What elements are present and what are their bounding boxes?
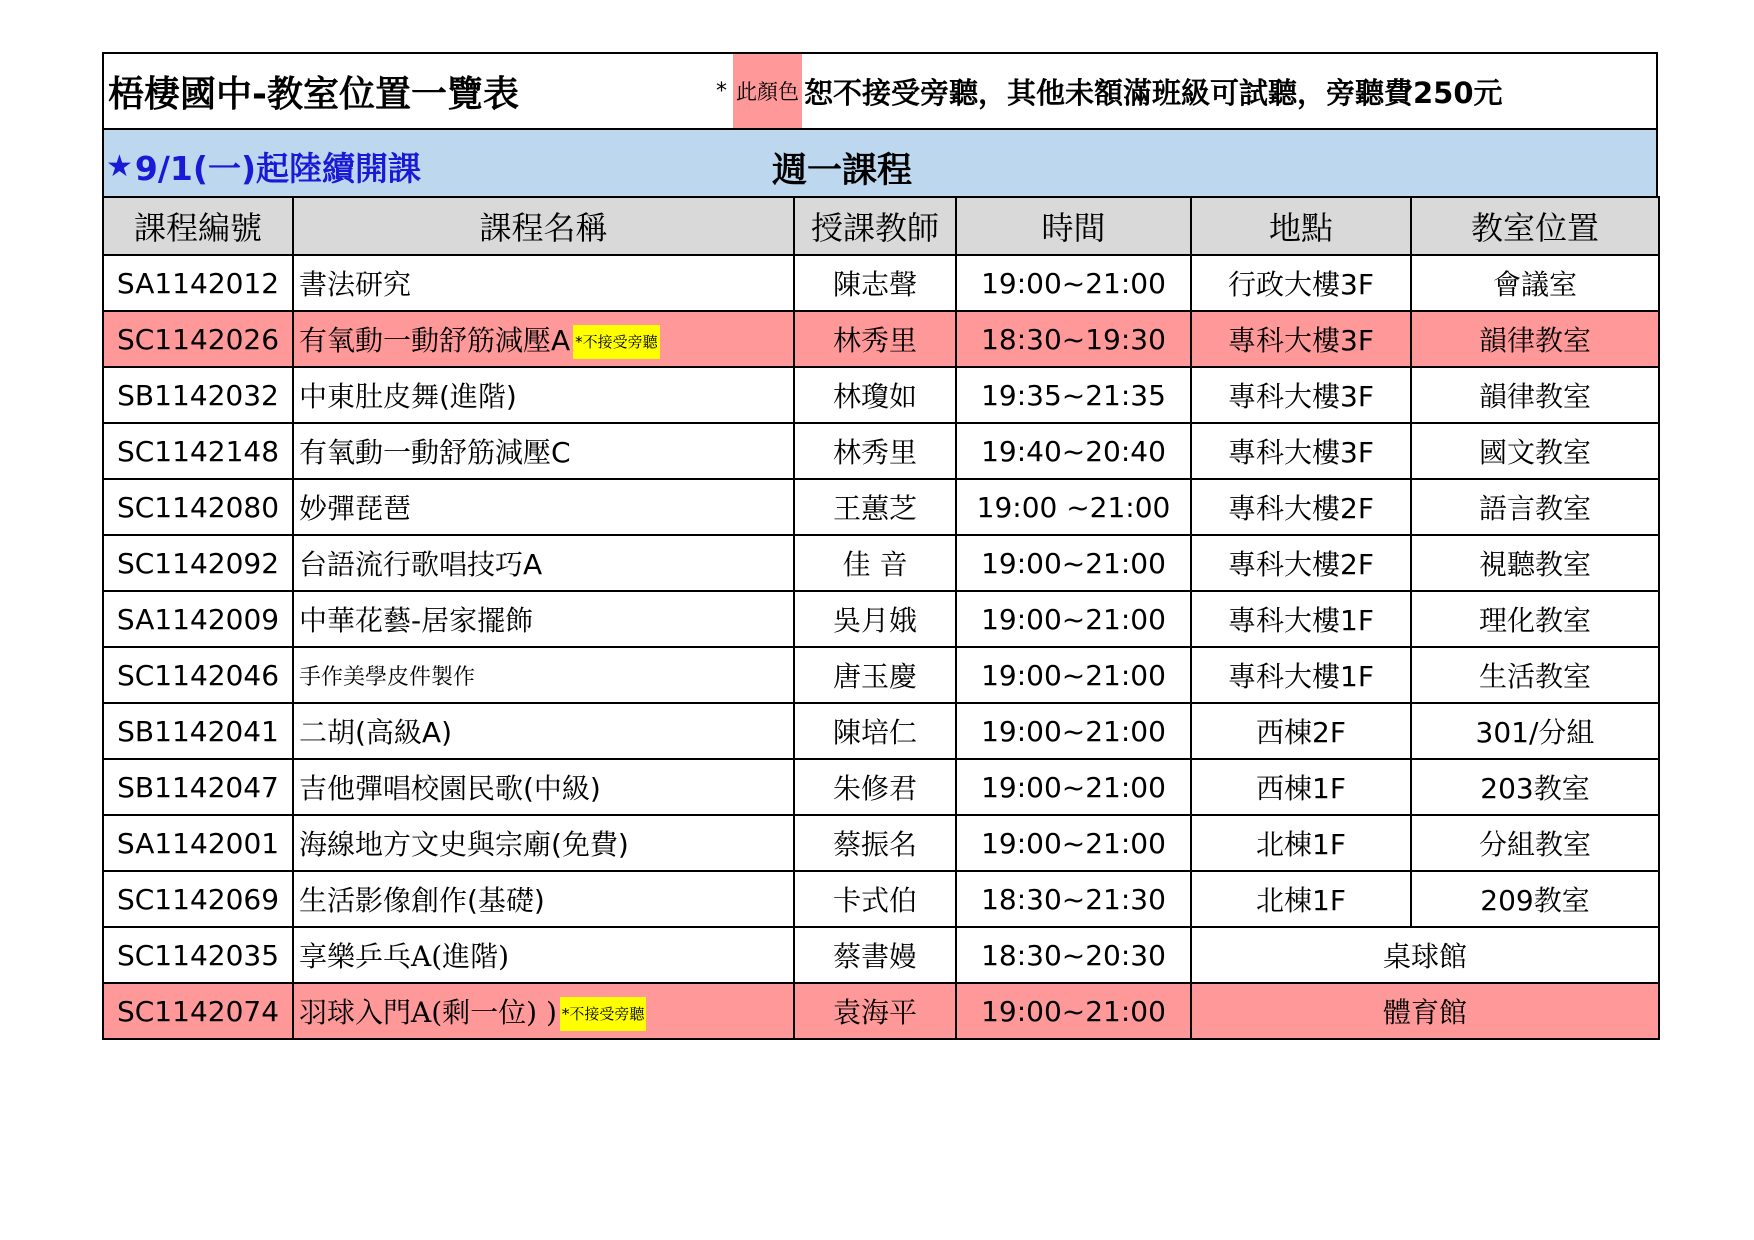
column-header-place: 地點 bbox=[1191, 197, 1411, 255]
page-title: 梧棲國中-教室位置一覽表 bbox=[108, 74, 519, 115]
table-row bbox=[103, 927, 1659, 983]
time: 19:00~21:00 bbox=[956, 591, 1191, 647]
time: 19:00 ~21:00 bbox=[956, 479, 1191, 535]
course-name: 享樂乒乓A(進階) bbox=[293, 927, 794, 983]
teacher: 林秀里 bbox=[794, 423, 956, 479]
table-row bbox=[103, 479, 1659, 535]
course-code: SA1142012 bbox=[103, 255, 293, 311]
course-name: 中華花藝-居家擺飾 bbox=[293, 591, 794, 647]
star-icon: ★ bbox=[106, 149, 133, 184]
column-header-code: 課程編號 bbox=[103, 197, 293, 255]
course-name: 有氧動一動舒筋減壓C bbox=[293, 423, 794, 479]
course-name: 中東肚皮舞(進階) bbox=[293, 367, 794, 423]
teacher: 王蕙芝 bbox=[794, 479, 956, 535]
place: 行政大樓3F bbox=[1191, 255, 1411, 311]
time: 19:35~21:35 bbox=[956, 367, 1191, 423]
day-title: 週一課程 bbox=[772, 151, 913, 191]
schedule-sheet bbox=[102, 52, 1658, 1040]
teacher: 蔡振名 bbox=[794, 815, 956, 871]
place: 專科大樓1F bbox=[1191, 647, 1411, 703]
table-row bbox=[103, 591, 1659, 647]
course-name: 書法研究 bbox=[293, 255, 794, 311]
table-row bbox=[103, 983, 1659, 1039]
time: 18:30~19:30 bbox=[956, 311, 1191, 367]
table-row bbox=[103, 255, 1659, 311]
course-table bbox=[102, 196, 1660, 1040]
course-code: SB1142032 bbox=[103, 367, 293, 423]
column-header-time: 時間 bbox=[956, 197, 1191, 255]
column-header-name: 課程名稱 bbox=[293, 197, 794, 255]
notice-rule-text: 恕不接受旁聽，其他未額滿班級可試聽，旁聽費250元 bbox=[804, 75, 1503, 110]
start-date-text: 9/1(一)起陸續開課 bbox=[134, 149, 422, 188]
course-name: 生活影像創作(基礎) bbox=[293, 871, 794, 927]
course-code: SC1142080 bbox=[103, 479, 293, 535]
room: 韻律教室 bbox=[1411, 311, 1659, 367]
time: 19:00~21:00 bbox=[956, 703, 1191, 759]
time: 18:30~20:30 bbox=[956, 927, 1191, 983]
course-name: 有氧動一動舒筋減壓A bbox=[299, 324, 571, 357]
course-name: 羽球入門A(剩一位) ) bbox=[299, 995, 557, 1029]
table-row bbox=[103, 815, 1659, 871]
course-code: SA1142001 bbox=[103, 815, 293, 871]
room: 203教室 bbox=[1411, 759, 1659, 815]
course-code: SC1142026 bbox=[103, 311, 293, 367]
place: 專科大樓3F bbox=[1191, 423, 1411, 479]
time: 19:00~21:00 bbox=[956, 255, 1191, 311]
column-header-teacher: 授課教師 bbox=[794, 197, 956, 255]
table-row bbox=[103, 871, 1659, 927]
teacher: 唐玉慶 bbox=[794, 647, 956, 703]
place: 西棟1F bbox=[1191, 759, 1411, 815]
subheader-row bbox=[102, 128, 1658, 196]
time: 19:00~21:00 bbox=[956, 647, 1191, 703]
room: 國文教室 bbox=[1411, 423, 1659, 479]
course-code: SC1142035 bbox=[103, 927, 293, 983]
time: 19:00~21:00 bbox=[956, 759, 1191, 815]
time: 19:00~21:00 bbox=[956, 535, 1191, 591]
no-audit-tag: *不接受旁聽 bbox=[573, 325, 660, 359]
room: 生活教室 bbox=[1411, 647, 1659, 703]
place-room-merged: 桌球館 bbox=[1191, 927, 1659, 983]
time: 19:40~20:40 bbox=[956, 423, 1191, 479]
time: 19:00~21:00 bbox=[956, 815, 1191, 871]
place: 專科大樓1F bbox=[1191, 591, 1411, 647]
teacher: 佳 音 bbox=[794, 535, 956, 591]
teacher: 林瓊如 bbox=[794, 367, 956, 423]
course-code: SB1142041 bbox=[103, 703, 293, 759]
teacher: 袁海平 bbox=[794, 983, 956, 1039]
table-row bbox=[103, 535, 1659, 591]
room: 視聽教室 bbox=[1411, 535, 1659, 591]
course-name: 海線地方文史與宗廟(免費) bbox=[293, 815, 794, 871]
course-code: SB1142047 bbox=[103, 759, 293, 815]
course-name-cell bbox=[293, 983, 794, 1039]
course-name: 吉他彈唱校園民歌(中級) bbox=[293, 759, 794, 815]
place: 北棟1F bbox=[1191, 815, 1411, 871]
place: 西棟2F bbox=[1191, 703, 1411, 759]
place-room-merged: 體育館 bbox=[1191, 983, 1659, 1039]
time: 18:30~21:30 bbox=[956, 871, 1191, 927]
teacher: 卡式伯 bbox=[794, 871, 956, 927]
title-row bbox=[102, 52, 1658, 128]
table-row bbox=[103, 759, 1659, 815]
table-row bbox=[103, 367, 1659, 423]
place: 專科大樓2F bbox=[1191, 479, 1411, 535]
table-row bbox=[103, 311, 1659, 367]
notice-asterisk: * bbox=[716, 78, 727, 104]
course-name: 妙彈琵琶 bbox=[293, 479, 794, 535]
place: 專科大樓2F bbox=[1191, 535, 1411, 591]
course-code: SC1142046 bbox=[103, 647, 293, 703]
teacher: 朱修君 bbox=[794, 759, 956, 815]
room: 分組教室 bbox=[1411, 815, 1659, 871]
table-row bbox=[103, 703, 1659, 759]
course-name: 台語流行歌唱技巧A bbox=[293, 535, 794, 591]
course-code: SA1142009 bbox=[103, 591, 293, 647]
teacher: 林秀里 bbox=[794, 311, 956, 367]
course-name: 二胡(高級A) bbox=[293, 703, 794, 759]
table-header-row bbox=[103, 197, 1659, 255]
time: 19:00~21:00 bbox=[956, 983, 1191, 1039]
room: 會議室 bbox=[1411, 255, 1659, 311]
teacher: 蔡書嫚 bbox=[794, 927, 956, 983]
room: 209教室 bbox=[1411, 871, 1659, 927]
table-row bbox=[103, 423, 1659, 479]
place: 專科大樓3F bbox=[1191, 367, 1411, 423]
notice bbox=[716, 54, 1503, 128]
table-row bbox=[103, 647, 1659, 703]
teacher: 吳月娥 bbox=[794, 591, 956, 647]
course-code: SC1142148 bbox=[103, 423, 293, 479]
course-code: SC1142092 bbox=[103, 535, 293, 591]
room: 韻律教室 bbox=[1411, 367, 1659, 423]
teacher: 陳志聲 bbox=[794, 255, 956, 311]
column-header-room: 教室位置 bbox=[1411, 197, 1659, 255]
no-audit-tag: *不接受旁聽 bbox=[560, 997, 647, 1031]
start-date-note bbox=[106, 143, 421, 190]
room: 理化教室 bbox=[1411, 591, 1659, 647]
course-code: SC1142074 bbox=[103, 983, 293, 1039]
course-name: 手作美學皮件製作 bbox=[293, 647, 794, 703]
course-name-cell bbox=[293, 311, 794, 367]
room: 語言教室 bbox=[1411, 479, 1659, 535]
room: 301/分組 bbox=[1411, 703, 1659, 759]
teacher: 陳培仁 bbox=[794, 703, 956, 759]
place: 專科大樓3F bbox=[1191, 311, 1411, 367]
notice-color-swatch: 此顏色 bbox=[733, 54, 802, 128]
place: 北棟1F bbox=[1191, 871, 1411, 927]
course-code: SC1142069 bbox=[103, 871, 293, 927]
